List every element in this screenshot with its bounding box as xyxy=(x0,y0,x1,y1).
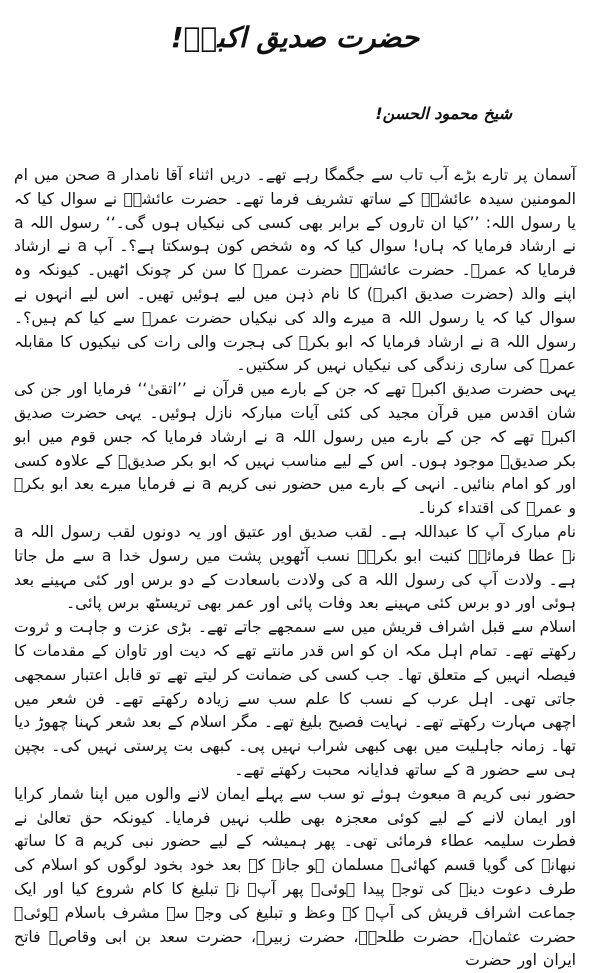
paragraph: یہی حضرت صدیق اکبرؓ تھے کہ جن کے بارے میں قرآن نے ’’اتقیٰ‘‘ فرمایا اور جن کی شان اقدس میں قرآن مجید کی کئی آیات مبارکہ نازل ہوئیں۔ یہی حضرت صدیق اکبرؓ تھے کہ جن کے بارے میں رسول اللہ a نے ارشاد فرمایا کہ جس قوم میں ابو بکر صدیقؓ موجود ہوں۔ اس کے لیے مناسب نہیں کہ ابو بکر صدیقؓ کے علاوہ کسی اور کو امام بنائیں۔ انہی کے بارے میں حضور نبی کریم a نے فرمایا میرے بعد ابو بکرؓ و عمرؓ کی اقتداء کرنا۔ xyxy=(14,380,576,518)
article-title: حضرت صدیق اکبرؓ! xyxy=(170,21,420,54)
paragraph: نام مبارک آپ کا عبداللہ ہے۔ لقب صدیق اور عتیق اور یہ دونوں لقب رسول اللہ a نے عطا فرمائے۔ کنیت ابو بکرؓ۔ نسب آٹھویں پشت میں رسول خدا a سے مل جاتا ہے۔ ولادت آپ کی رسول اللہ a کی ولادت باسعادت کے دو برس اور کئی مہینے بعد ہوئی اور دو برس کئی مہینے بعد وفات پائی اور عمر بھی تریسٹھ برس پائی۔ xyxy=(14,522,577,613)
article-body xyxy=(14,164,576,973)
paragraph: اسلام سے قبل اشراف قریش میں سے سمجھے جاتے تھے۔ بڑی عزت و جاہت و ثروت رکھتے تھے۔ تمام اہل مکہ ان کو اس قدر مانتے تھے کہ دیت اور تاوان کے مقدمات کا فیصلہ انہیں کے متعلق تھا۔ جب کسی کی ضمانت کر لیتے تھے تو قابل اعتبار سمجھی جاتی تھی۔ اہل عرب کے نسب کا علم سب سے زیادہ رکھتے تھے۔ فن شعر میں اچھی مہارت رکھتے تھے۔ نہایت فصیح بلیغ تھے۔ مگر اسلام کے بعد شعر کہنا چھوڑ دیا تھا۔ زمانہ جاہلیت میں بھی کبھی شراب نہیں پی۔ کبھی بت پرستی نہیں کی۔ بچپن ہی سے حضور a کے ساتھ فدایانہ محبت رکھتے تھے۔ xyxy=(14,618,576,779)
author-name: شیخ محمود الحسن! xyxy=(375,104,512,123)
paragraph: آسمان پر تارے بڑے آب تاب سے جگمگا رہے تھے۔ دریں اثناء آقا نامدار a صحن میں ام المومنین سیدہ عائشہؓ کے ساتھ تشریف فرما تھے۔ حضرت عائشہؓ نے سوال کیا کہ یا رسول اللہ: ’’کیا ان تاروں کے برابر بھی کسی کی نیکیاں ہوں گی۔‘‘ رسول اللہ a نے ارشاد فرمایا کہ ہاں! سوال کیا کہ وہ شخص کون ہوسکتا ہے؟۔ آپ a نے ارشاد فرمایا کہ عمرؓ۔ حضرت عائشہؓ حضرت عمرؓ کا سن کر چونک اٹھیں۔ کیونکہ وہ اپنے والد (حضرت صدیق اکبرؓ) کا نام ذہن میں لیے ہوئیں تھیں۔ اس لیے انہوں نے سوال کیا کہ یا رسول اللہ a میرے والد کی نیکیاں حضرت عمرؓ سے کیا کم ہیں؟۔ رسول اللہ a نے ارشاد فرمایا کہ ابو بکرؓ کی ہجرت والی رات کی نیکیوں کا مقابلہ عمرؓ کی ساری زندگی کی نیکیاں نہیں کر سکتیں۔ xyxy=(14,166,576,375)
paragraph: حضور نبی کریم a مبعوث ہوئے تو سب سے پہلے ایمان لانے والوں میں اپنا شمار کرایا اور ایمان لانے کے لیے کوئی معجزہ بھی طلب نہیں فرمایا۔ کیونکہ حق تعالیٰ نے فطرت سلیمہ عطاء فرمائی تھی۔ پھر ہمیشہ کے لیے حضور نبی کریم a کا ساتھ نبھانے کی گویا قسم کھائی۔ مسلمان ہو جانے کے بعد خود بخود لوگوں کو اسلام کی طرف دعوت دینے کی توجہ پیدا ہوئی۔ پھر آپؓ نے تبلیغ کا کام شروع کیا اور ایک جماعت اشراف قریش کی آپؓ کے وعظ و تبلیغ کی وجہ سے مشرف باسلام ہوئی۔ حضرت عثمانؓ، حضرت طلحہؓ، حضرت زبیرؓ، حضرت سعد بن ابی وقاصؓ فاتح ایران اور حضرت xyxy=(14,784,576,970)
